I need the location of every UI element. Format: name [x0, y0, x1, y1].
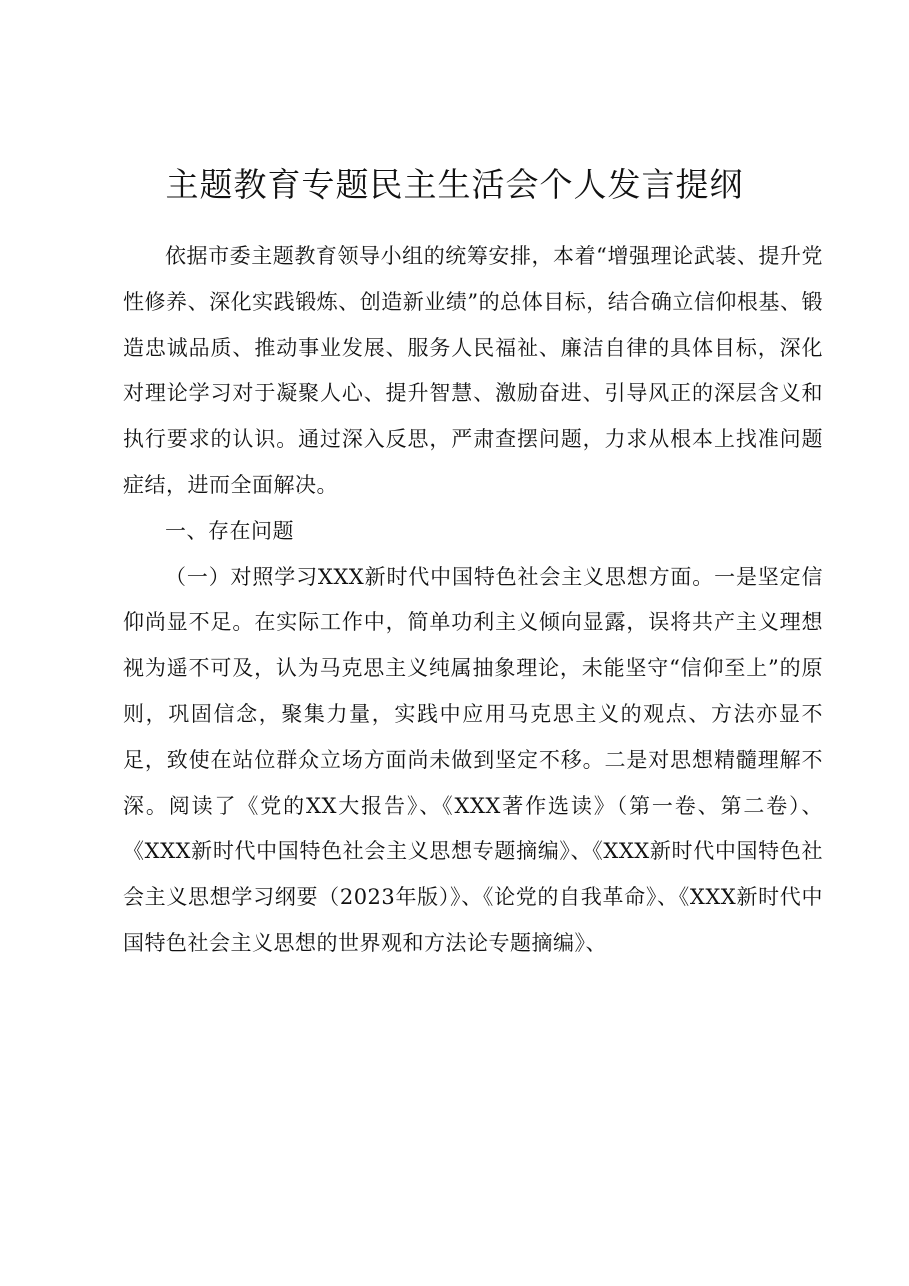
document-title: 主题教育专题民主生活会个人发言提纲: [165, 165, 744, 204]
section-heading-problems: 一、存在问题: [165, 518, 294, 543]
section-paragraph: （一）对照学习XXX新时代中国特色社会主义思想方面。一是坚定信仰尚显不足。在实际工作中，简单功利主义倾向显露，误将共产主义理想视为遥不可及，认为马克思主义纯属抽象理论，未能坚守“信仰至上”的原则，巩固信念，聚集力量，实践中应用马克思主义的观点、方法亦显不足，致使在站位群众立场方面尚未做到坚定不移。二是对思想精髓理解不深。阅读了《党的XX大报告》、《XXX著作选读》（第一卷、第二卷）、《XXX新时代中国特色社会主义思想专题摘编》、《XXX新时代中国特色社会主义思想学习纲要（2023年版）》、《论党的自我革命》、《XXX新时代中国特色社会主义思想的世界观和方法论专题摘编》、: [123, 564, 823, 955]
intro-paragraph: 依据市委主题教育领导小组的统筹安排，本着“增强理论武装、提升党性修养、深化实践锻炼、创造新业绩”的总体目标，结合确立信仰根基、锻造忠诚品质、推动事业发展、服务人民福祉、廉洁自律的具体目标，深化对理论学习对于凝聚人心、提升智慧、激励奋进、引导风正的深层含义和执行要求的认识。通过深入反思，严肃查摆问题，力求从根本上找准问题症结，进而全面解决。: [123, 244, 823, 497]
document-body: [123, 234, 823, 967]
